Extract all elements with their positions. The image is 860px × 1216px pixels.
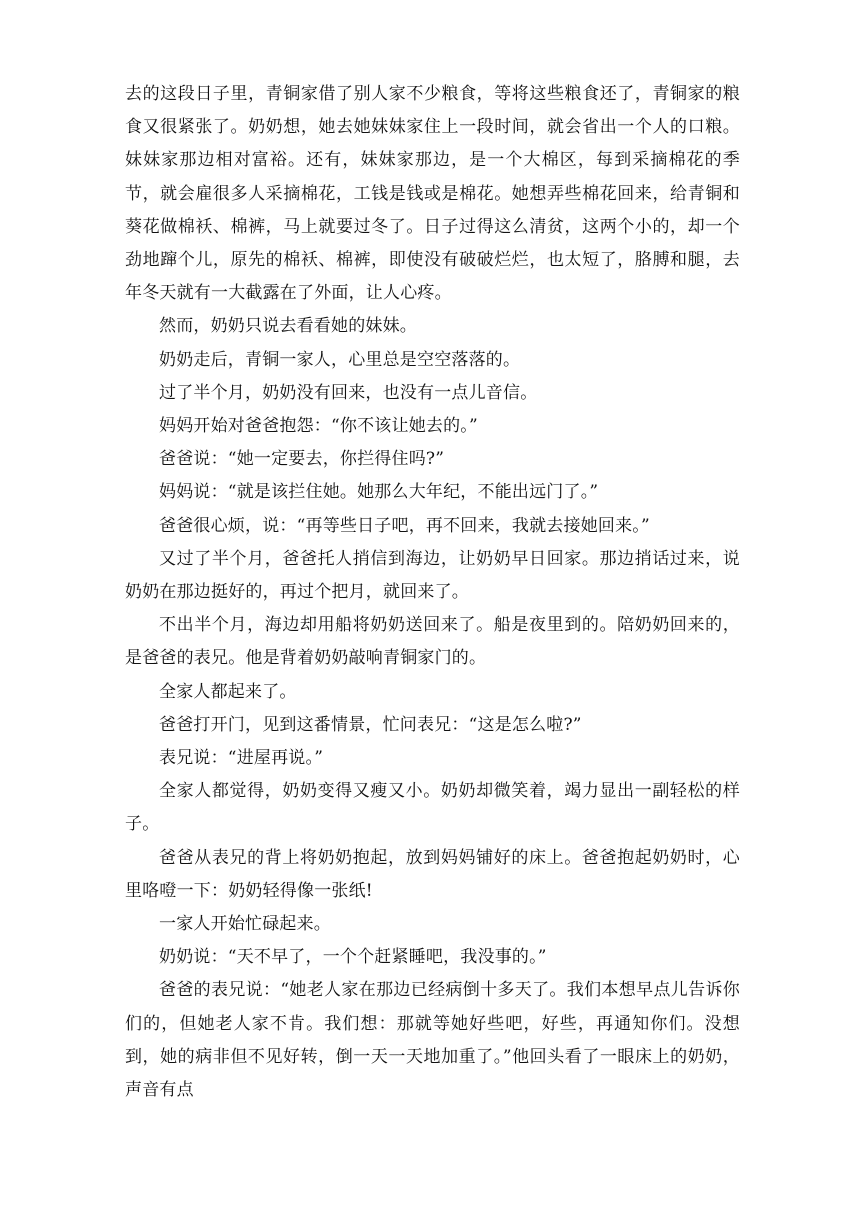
paragraph-7: 妈妈说：“就是该拦住她。她那么大年纪，不能出远门了。” xyxy=(159,482,599,503)
paragraph-18: 爸爸的表兄说：“她老人家在那边已经病倒十多天了。我们本想早点儿告诉你们的，但她老人家不肯。我们想：那就等她好些吧，好些，再通知你们。没想到，她的病非但不见好转，倒一天一天地加重了。”他回头看了一眼床上的奶奶，声音有点 xyxy=(125,980,740,1101)
paragraph-8: 爸爸很心烦，说：“再等些日子吧，再不回来，我就去接她回来。” xyxy=(159,515,650,536)
paragraph-17: 奶奶说：“天不早了，一个个赶紧睡吧，我没事的。” xyxy=(159,947,547,968)
paragraph-9: 又过了半个月，爸爸托人捎信到海边，让奶奶早日回家。那边捎话过来，说奶奶在那边挺好的，再过个把月，就回来了。 xyxy=(125,548,740,603)
paragraph-16: 一家人开始忙碌起来。 xyxy=(159,914,331,935)
paragraph-13: 表兄说：“进屋再说。” xyxy=(159,748,324,769)
paragraph-2: 然而，奶奶只说去看看她的妹妹。 xyxy=(159,316,417,337)
paragraph-14: 全家人都觉得，奶奶变得又瘦又小。奶奶却微笑着，竭力显出一副轻松的样子。 xyxy=(125,781,740,835)
paragraph-5: 妈妈开始对爸爸抱怨：“你不该让她去的。” xyxy=(159,416,478,437)
paragraph-10: 不出半个月，海边却用船将奶奶送回来了。船是夜里到的。陪奶奶回来的，是爸爸的表兄。他是背着奶奶敲响青铜家门的。 xyxy=(125,615,740,669)
paragraph-1: 去的这段日子里，青铜家借了别人家不少粮食，等将这些粮食还了，青铜家的粮食又很紧张了。奶奶想，她去她妹妹家住上一段时间，就会省出一个人的口粮。妹妹家那边相对富裕。还有，妹妹家那边，是一个大棉区，每到采摘棉花的季节，就会雇很多人采摘棉花，工钱是钱或是棉花。她想弄些棉花回来，给青铜和葵花做棉袄、棉裤，马上就要过冬了。日子过得这么清贫，这两个小的，却一个劲地蹿个儿，原先的棉袄、棉裤，即使没有破破烂烂，也太短了，胳膊和腿，去年冬天就有一大截露在了外面，让人心疼。 xyxy=(125,84,740,304)
paragraph-3: 奶奶走后，青铜一家人，心里总是空空落落的。 xyxy=(159,349,521,370)
paragraph-11: 全家人都起来了。 xyxy=(159,681,297,702)
paragraph-6: 爸爸说：“她一定要去，你拦得住吗?” xyxy=(159,449,445,470)
paragraph-15: 爸爸从表兄的背上将奶奶抱起，放到妈妈铺好的床上。爸爸抱起奶奶时，心里咯噔一下：奶奶轻得像一张纸! xyxy=(125,847,740,901)
paragraph-4: 过了半个月，奶奶没有回来，也没有一点儿音信。 xyxy=(159,382,538,403)
text-body xyxy=(125,78,740,1107)
paragraph-12: 爸爸打开门，见到这番情景，忙问表兄：“这是怎么啦?” xyxy=(159,714,582,735)
